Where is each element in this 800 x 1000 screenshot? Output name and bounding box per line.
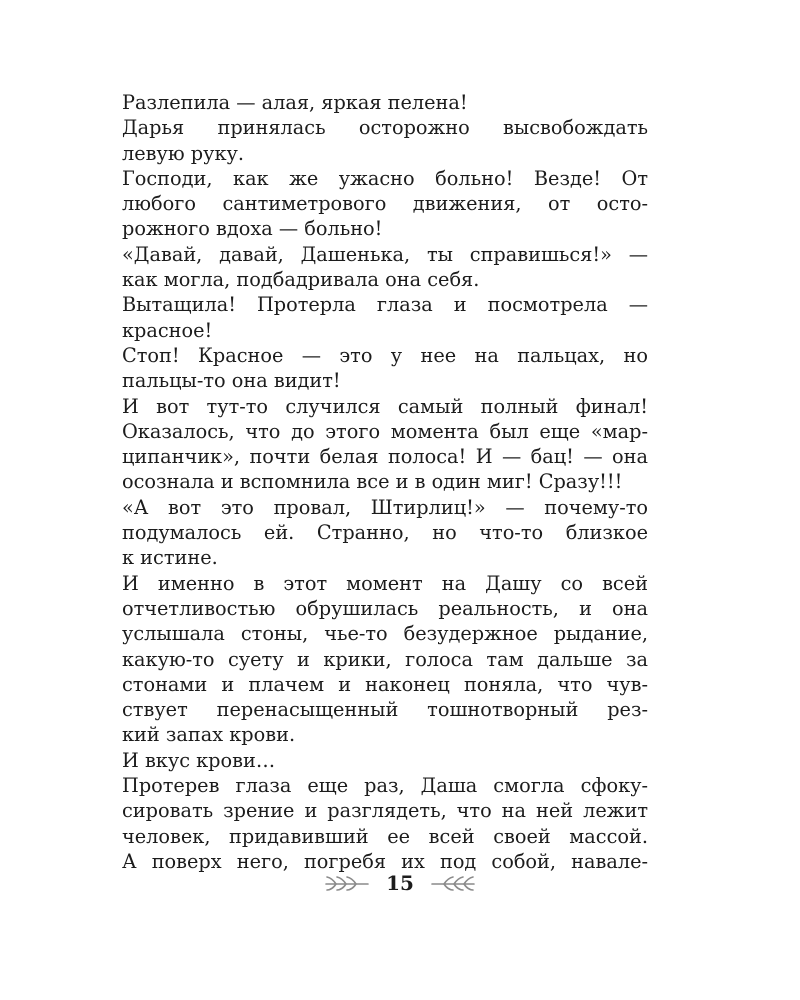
text-line: какую-то суету и крики, голоса там дальше за [122, 647, 648, 671]
body-text [122, 90, 648, 874]
text-line: ствует перенасыщенный тошнотворный рез- [122, 698, 648, 722]
text-line: Господи, как же ужасно больно! Везде! От [122, 166, 648, 190]
text-line: красное! [122, 318, 213, 342]
text-line: отчетливостью обрушилась реальность, и она [122, 596, 648, 620]
text-line: стонами и плачем и наконец поняла, что чув- [122, 672, 648, 696]
text-line: услышала стоны, чье-то безудержное рыдание, [122, 622, 648, 646]
text-line: человек, придавивший ее всей своей массой. [122, 824, 648, 848]
text-line: И вот тут-то случился самый полный финал! [122, 394, 648, 418]
laurel-branch-left-icon [324, 874, 370, 892]
text-line: пальцы-то она видит! [122, 369, 341, 393]
text-line: ципанчик», почти белая полоса! И — бац! — она [122, 445, 648, 469]
text-line: «А вот это провал, Штирлиц!» — почему-то [122, 495, 648, 519]
page-footer [0, 868, 800, 898]
text-line: И именно в этот момент на Дашу со всей [122, 571, 648, 595]
text-line: Стоп! Красное — это у нее на пальцах, но [122, 343, 648, 367]
text-line: «Давай, давай, Дашенька, ты справишься!» — [122, 242, 648, 266]
text-line: рожного вдоха — больно! [122, 217, 383, 241]
text-line: осознала и вспомнила все и в один миг! Сразу!!! [122, 470, 623, 494]
text-line: Разлепила — алая, яркая пелена! [122, 91, 468, 114]
text-line: Дарья принялась осторожно высвобождать [122, 116, 648, 140]
text-line: к истине. [122, 546, 218, 570]
laurel-branch-right-icon [430, 874, 476, 892]
text-line: Оказалось, что до этого момента был еще «мар- [122, 419, 648, 443]
text-line: сировать зрение и разглядеть, что на ней лежит [122, 799, 648, 823]
text-line: А поверх него, погребя их под собой, навале- [122, 849, 648, 873]
page-number: 15 [386, 871, 414, 895]
text-line: подумалось ей. Странно, но что-то близкое [122, 521, 648, 545]
text-line: кий запах крови. [122, 723, 296, 747]
text-line: И вкус крови… [122, 748, 276, 772]
text-line: любого сантиметрового движения, от осто- [122, 192, 648, 216]
text-line: Вытащила! Протерла глаза и посмотрела — [122, 293, 648, 317]
text-line: как могла, подбадривала она себя. [122, 268, 480, 292]
text-line: левую руку. [122, 141, 244, 165]
text-line: Протерев глаза еще раз, Даша смогла сфоку- [122, 774, 648, 798]
